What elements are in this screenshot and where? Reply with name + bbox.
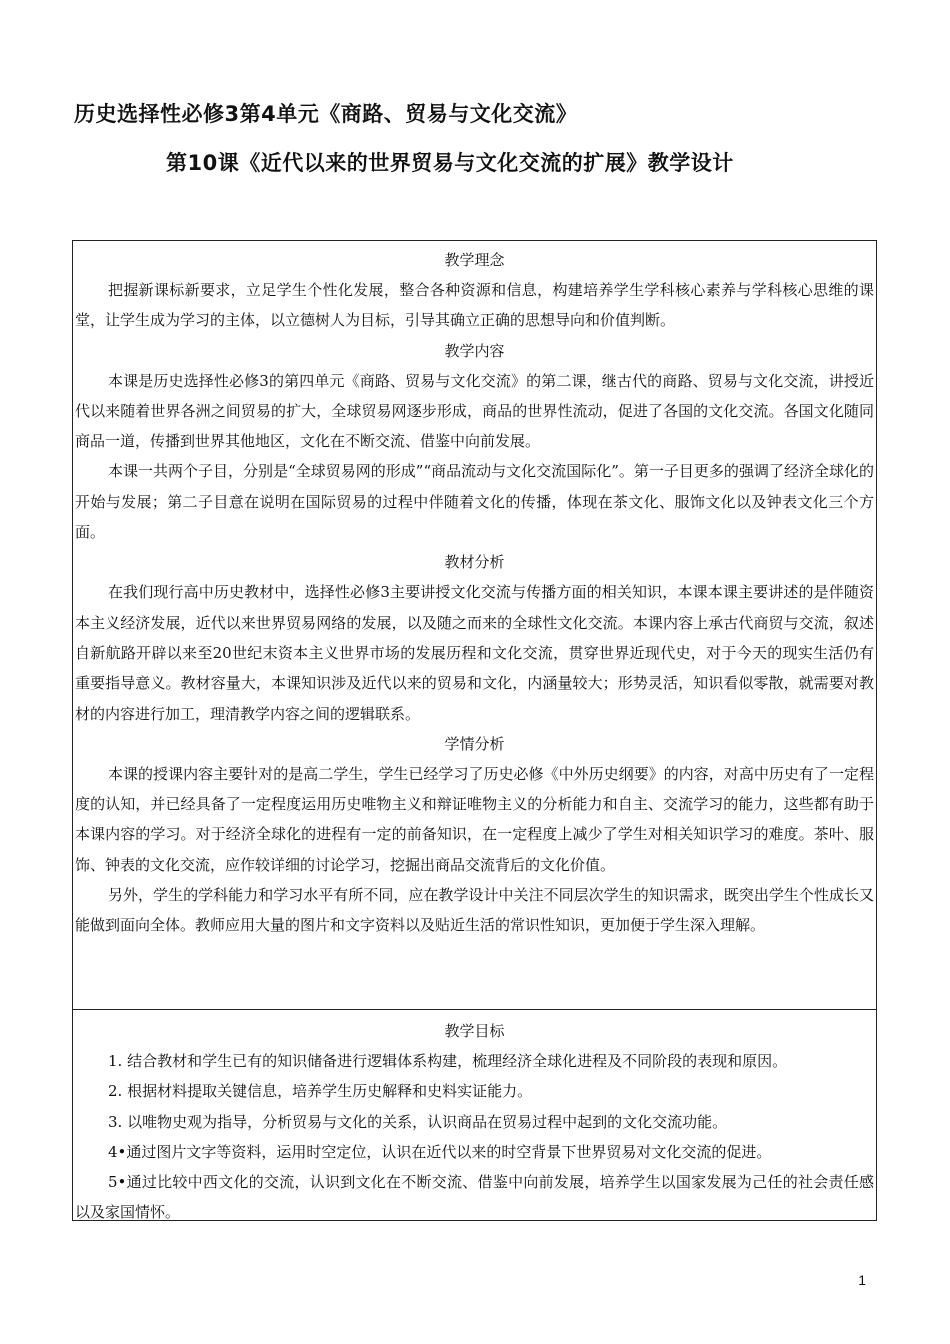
goal-item-1: 1. 结合教材和学生已有的知识储备进行逻辑体系构建，梳理经济全球化进程及不同阶段的表现和原因。 xyxy=(108,1052,788,1070)
document-title-line1: 历史选择性必修3第4单元《商路、贸易与文化交流》 xyxy=(74,102,578,126)
students-paragraph-2: 另外，学生的学科能力和学习水平有所不同，应在教学设计中关注不同层次学生的知识需求，既突出学生个性成长又能做到面向全体。教师应用大量的图片和文字资料以及贴近生活的常识性知识，更加便于学生深入理解。 xyxy=(75,886,874,935)
goal-item-5: 5•通过比较中西文化的交流，认识到文化在不断交流、借鉴中向前发展，培养学生以国家发展为己任的社会责任感以及家国情怀。 xyxy=(75,1173,874,1222)
section-heading-students: 学情分析 xyxy=(444,734,505,753)
content-paragraph-2: 本课一共两个子目，分别是“全球贸易网的形成”“商品流动与文化交流国际化”。第一子目更多的强调了经济全球化的开始与发展；第二子目意在说明在国际贸易的过程中伴随着文化的传播，体现在茶文化、服饰文化以及钟表文化三个方面。 xyxy=(75,462,874,542)
philosophy-paragraph: 把握新课标新要求，立足学生个性化发展，整合各种资源和信息，构建培养学生学科核心素养与学科核心思维的课堂，让学生成为学习的主体，以立德树人为目标，引导其确立正确的思想导向和价值判断。 xyxy=(75,281,874,330)
goal-item-3: 3. 以唯物史观为指导，分析贸易与文化的关系，认识商品在贸易过程中起到的文化交流功能。 xyxy=(108,1112,728,1131)
materials-paragraph: 在我们现行高中历史教材中，选择性必修3主要讲授文化交流与传播方面的相关知识，本课本课主要讲述的是伴随资本主义经济发展，近代以来世界贸易网络的发展，以及随之而来的全球性文化交流。本课内容上承古代商贸与交流，叙述自新航路开辟以来至20世纪末资本主义世界市场的发展历程和文化交流，贯穿世界近现代史，对于今天的现实生活仍有重要指导意义。教材容量大，本课知识涉及近代以来的贸易和文化，内涵量较大；形势灵活，知识看似零散，就需要对教材的内容进行加工，理清教学内容之间的逻辑联系。 xyxy=(75,583,874,723)
content-paragraph-1: 本课是历史选择性必修3的第四单元《商路、贸易与文化交流》的第二课，继古代的商路、贸易与文化交流，讲授近代以来随着世界各洲之间贸易的扩大，全球贸易网逐步形成，商品的世界性流动，促进了各国的文化交流。各国文化随同商品一道，传播到世界其他地区，文化在不断交流、借鉴中向前发展。 xyxy=(75,371,874,451)
teaching-design-table-upper xyxy=(72,240,877,1010)
section-heading-content: 教学内容 xyxy=(444,341,505,360)
page-number: 1 xyxy=(858,1272,866,1288)
section-heading-goals: 教学目标 xyxy=(444,1022,505,1040)
goal-item-4: 4•通过图片文字等资料，运用时空定位，认识在近代以来的时空背景下世界贸易对文化交流的促进。 xyxy=(108,1142,772,1161)
teaching-design-table-goals xyxy=(72,1010,877,1221)
students-paragraph-1: 本课的授课内容主要针对的是高二学生，学生已经学习了历史必修《中外历史纲要》的内容，对高中历史有了一定程度的认知，并已经具备了一定程度运用历史唯物主义和辩证唯物主义的分析能力和自主、交流学习的能力，这些都有助于本课内容的学习。对于经济全球化的进程有一定的前备知识，在一定程度上减少了学生对相关知识学习的难度。茶叶、服饰、钟表的文化交流，应作较详细的讨论学习，挖掘出商品交流背后的文化价值。 xyxy=(75,764,874,874)
section-heading-materials: 教材分析 xyxy=(444,553,505,572)
section-heading-philosophy: 教学理念 xyxy=(444,251,505,269)
goal-item-2: 2. 根据材料提取关键信息，培养学生历史解释和史料实证能力。 xyxy=(108,1082,533,1101)
document-title-line2: 第10课《近代以来的世界贸易与文化交流的扩展》教学设计 xyxy=(166,151,734,175)
